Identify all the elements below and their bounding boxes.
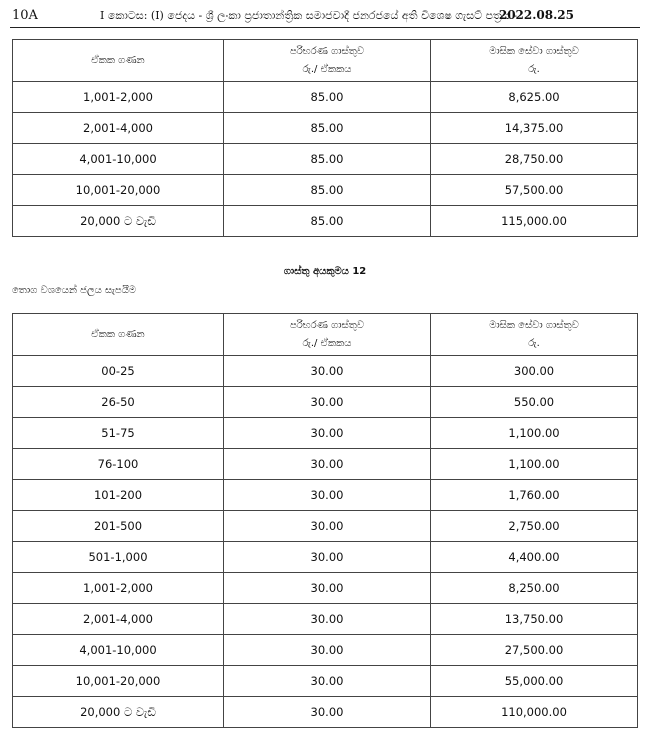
cell-service-charge: 57,500.00 (431, 175, 638, 206)
cell-service-charge: 55,000.00 (431, 666, 638, 697)
cell-service-charge: 550.00 (431, 387, 638, 418)
table-row (13, 206, 638, 237)
cell-units: 20,000 ට වැඩි (13, 206, 224, 237)
cell-usage-rate: 30.00 (224, 635, 431, 666)
cell-service-charge: 8,250.00 (431, 573, 638, 604)
cell-units: 1,001-2,000 (13, 82, 224, 113)
header-usage-rate: පරිභරණ ගාස්තුව රු./ ඒකකය (224, 314, 431, 356)
cell-units: 26-50 (13, 387, 224, 418)
cell-units: 101-200 (13, 480, 224, 511)
tariff-table-1 (12, 39, 638, 237)
cell-usage-rate: 85.00 (224, 113, 431, 144)
cell-usage-rate: 85.00 (224, 175, 431, 206)
cell-usage-rate: 30.00 (224, 356, 431, 387)
table-row (13, 573, 638, 604)
cell-units: 1,001-2,000 (13, 573, 224, 604)
cell-service-charge: 110,000.00 (431, 697, 638, 728)
cell-usage-rate: 30.00 (224, 418, 431, 449)
cell-usage-rate: 30.00 (224, 387, 431, 418)
table-row (13, 113, 638, 144)
table-row (13, 144, 638, 175)
table-header-row (13, 40, 638, 82)
cell-units: 501-1,000 (13, 542, 224, 573)
page-header (12, 6, 640, 28)
cell-units: 2,001-4,000 (13, 113, 224, 144)
cell-service-charge: 2,750.00 (431, 511, 638, 542)
table-row (13, 418, 638, 449)
cell-units: 10,001-20,000 (13, 175, 224, 206)
table-row (13, 511, 638, 542)
cell-service-charge: 14,375.00 (431, 113, 638, 144)
section-subtitle: තොග වශයෙන් ජලය සැපයීම (12, 285, 137, 296)
cell-usage-rate: 30.00 (224, 666, 431, 697)
cell-service-charge: 1,100.00 (431, 449, 638, 480)
cell-units: 00-25 (13, 356, 224, 387)
table-row (13, 542, 638, 573)
tariff-table-2 (12, 313, 638, 728)
table-row (13, 635, 638, 666)
cell-service-charge: 28,750.00 (431, 144, 638, 175)
cell-usage-rate: 30.00 (224, 604, 431, 635)
cell-units: 76-100 (13, 449, 224, 480)
cell-usage-rate: 85.00 (224, 82, 431, 113)
table-row (13, 387, 638, 418)
cell-usage-rate: 30.00 (224, 449, 431, 480)
table-row (13, 697, 638, 728)
table-row (13, 356, 638, 387)
header-units: ඒකක ගණන (13, 40, 224, 82)
cell-units: 4,001-10,000 (13, 635, 224, 666)
page-number: 10A (12, 8, 38, 23)
header-usage-rate: පරිභරණ ගාස්තුව රු./ ඒකකය (224, 40, 431, 82)
cell-service-charge: 27,500.00 (431, 635, 638, 666)
gazette-date: 2022.08.25 (498, 8, 574, 22)
table-row (13, 666, 638, 697)
cell-service-charge: 1,760.00 (431, 480, 638, 511)
cell-usage-rate: 30.00 (224, 480, 431, 511)
section-title: ගාස්තු අයකුමය 12 (283, 266, 367, 277)
cell-usage-rate: 30.00 (224, 697, 431, 728)
cell-usage-rate: 30.00 (224, 511, 431, 542)
cell-service-charge: 115,000.00 (431, 206, 638, 237)
cell-usage-rate: 85.00 (224, 144, 431, 175)
header-units: ඒකක ගණන (13, 314, 224, 356)
cell-service-charge: 300.00 (431, 356, 638, 387)
cell-units: 201-500 (13, 511, 224, 542)
cell-units: 20,000 ට වැඩි (13, 697, 224, 728)
cell-usage-rate: 30.00 (224, 573, 431, 604)
cell-usage-rate: 30.00 (224, 542, 431, 573)
cell-service-charge: 4,400.00 (431, 542, 638, 573)
cell-units: 2,001-4,000 (13, 604, 224, 635)
cell-units: 10,001-20,000 (13, 666, 224, 697)
table-row (13, 604, 638, 635)
table-row (13, 480, 638, 511)
cell-units: 4,001-10,000 (13, 144, 224, 175)
header-service-charge: මාසික සේවා ගාස්තුව රු. (431, 314, 638, 356)
table-header-row (13, 314, 638, 356)
table-row (13, 449, 638, 480)
cell-service-charge: 1,100.00 (431, 418, 638, 449)
table-row (13, 175, 638, 206)
cell-service-charge: 13,750.00 (431, 604, 638, 635)
table-row (13, 82, 638, 113)
cell-usage-rate: 85.00 (224, 206, 431, 237)
header-service-charge: මාසික සේවා ගාස්තුව රු. (431, 40, 638, 82)
header-rule (10, 27, 640, 28)
cell-service-charge: 8,625.00 (431, 82, 638, 113)
gazette-title: I කොටස: (I) ජෙදය - ශ්‍රී ලංකා ප්‍රජාතාන්ත්‍රික සමාජවාදී ජනරජයේ අති විශෙෂ ගැසට් පත්‍රය - (100, 9, 518, 22)
cell-units: 51-75 (13, 418, 224, 449)
